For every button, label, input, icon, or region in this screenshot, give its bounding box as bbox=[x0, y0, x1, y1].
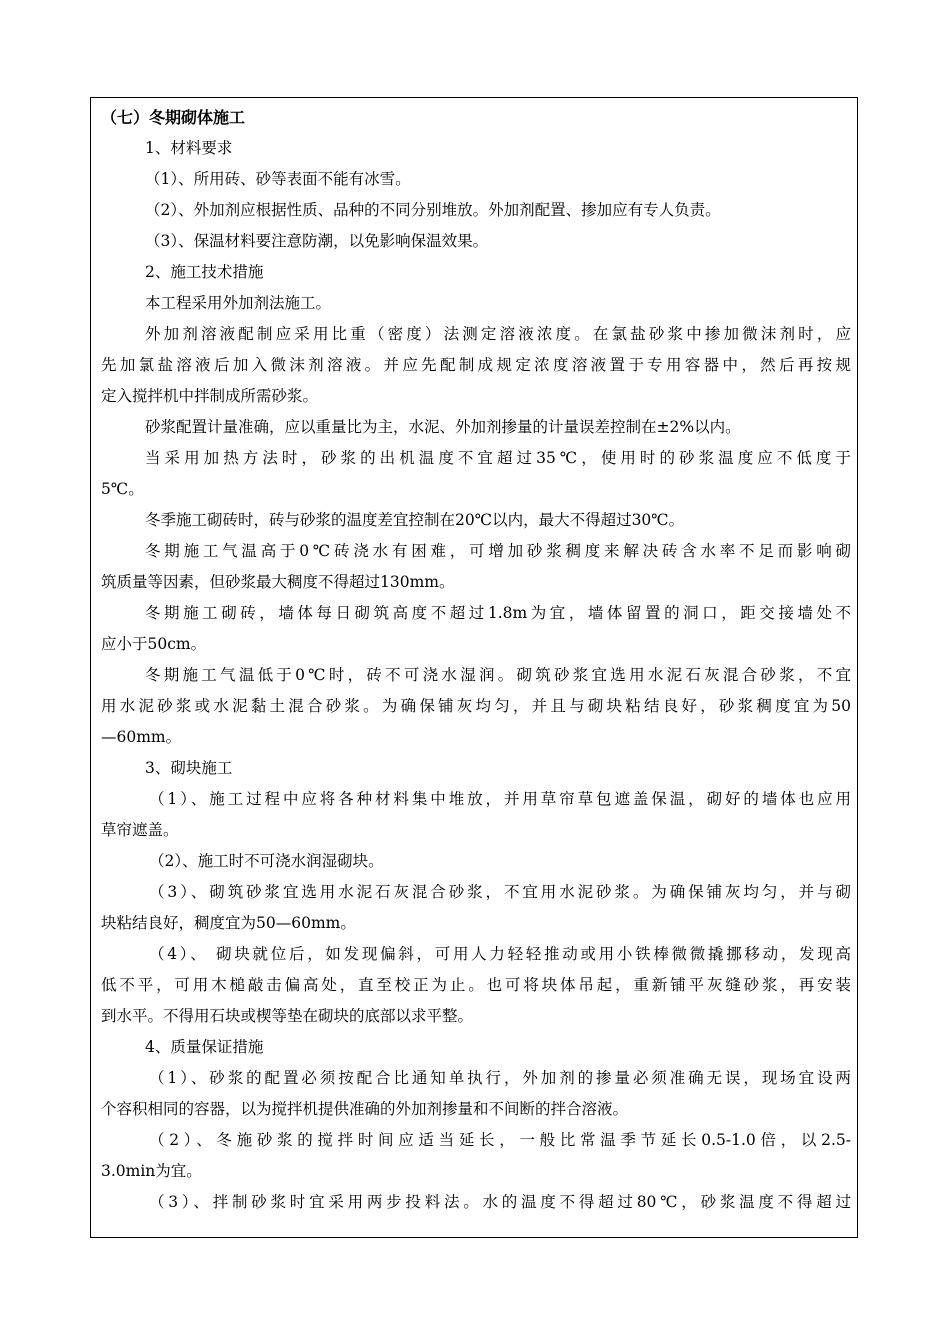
paragraph-line: 到水平。不得用石块或楔等垫在砌块的底部以求平整。 bbox=[101, 1007, 474, 1025]
subheading-technical-measures: 2、施工技术措施 bbox=[145, 263, 264, 281]
paragraph-line: （3）、拌制砂浆时宜采用两步投料法。水的温度不得超过80℃，砂浆温度不得超过 bbox=[149, 1193, 851, 1211]
paragraph-line: （4）、 砌块就位后，如发现偏斜，可用人力轻轻推动或用小铁棒微微撬挪移动，发现高 bbox=[149, 945, 851, 963]
paragraph-line: 草帘遮盖。 bbox=[101, 821, 179, 839]
subheading-material-requirements: 1、材料要求 bbox=[145, 139, 233, 157]
paragraph-line: （1）、施工过程中应将各种材料集中堆放，并用草帘草包遮盖保温，砌好的墙体也应用 bbox=[149, 790, 851, 808]
paragraph-line: 低不平，可用木槌敲击偏高处，直至校正为止。也可将块体吊起，重新铺平灰缝砂浆，再安装 bbox=[101, 976, 851, 994]
paragraph-line: 冬期施工气温高于0℃砖浇水有困难，可增加砂浆稠度来解决砖含水率不足而影响砌 bbox=[145, 542, 851, 560]
paragraph-line: （3）、砌筑砂浆宜选用水泥石灰混合砂浆，不宜用水泥砂浆。为确保铺灰均匀，并与砌 bbox=[149, 883, 851, 901]
paragraph-line: 个容积相同的容器，以为搅拌机提供准确的外加剂掺量和不间断的拌合溶液。 bbox=[101, 1100, 629, 1118]
paragraph-line: 冬期施工气温低于0℃时，砖不可浇水湿润。砌筑砂浆宜选用水泥石灰混合砂浆，不宜 bbox=[145, 666, 851, 684]
subheading-quality-assurance: 4、质量保证措施 bbox=[145, 1038, 264, 1056]
section-title: （七）冬期砌体施工 bbox=[101, 108, 246, 127]
document-body bbox=[101, 102, 851, 1218]
paragraph-line: （2）、冬施砂浆的搅拌时间应适当延长，一般比常温季节延长0.5-1.0倍，以2.5- bbox=[149, 1131, 851, 1149]
paragraph-line: 3.0min为宜。 bbox=[101, 1162, 202, 1180]
paragraph-line: 5℃。 bbox=[101, 480, 144, 498]
paragraph-line: 冬季施工砌砖时，砖与砂浆的温度差宜控制在20℃以内，最大不得超过30℃。 bbox=[145, 511, 685, 529]
document-frame bbox=[90, 97, 858, 1238]
paragraph-line: —60mm。 bbox=[101, 728, 182, 746]
paragraph-line: 块粘结良好，稠度宜为50—60mm。 bbox=[101, 914, 356, 932]
paragraph-line: 本工程采用外加剂法施工。 bbox=[145, 294, 332, 312]
paragraph-line: 外加剂溶液配制应采用比重（密度）法测定溶液浓度。在氯盐砂浆中掺加微沫剂时，应 bbox=[145, 325, 851, 343]
paragraph-line: 用水泥砂浆或水泥黏土混合砂浆。为确保铺灰均匀，并且与砌块粘结良好，砂浆稠度宜为50 bbox=[101, 697, 851, 715]
paragraph-line: 定入搅拌机中拌制成所需砂浆。 bbox=[101, 387, 319, 405]
paragraph-line: 冬期施工砌砖，墙体每日砌筑高度不超过1.8m为宜，墙体留置的洞口，距交接墙处不 bbox=[145, 604, 851, 622]
paragraph-line: （2）、外加剂应根据性质、品种的不同分别堆放。外加剂配置、掺加应有专人负责。 bbox=[145, 201, 721, 219]
subheading-block-construction: 3、砌块施工 bbox=[145, 759, 233, 777]
paragraph-line: （1）、砂浆的配置必须按配合比通知单执行，外加剂的掺量必须准确无误，现场宜设两 bbox=[149, 1069, 851, 1087]
paragraph-line: （3）、保温材料要注意防潮，以免影响保温效果。 bbox=[145, 232, 489, 250]
paragraph-line: 应小于50cm。 bbox=[101, 635, 207, 653]
paragraph-line: （1）、所用砖、砂等表面不能有冰雪。 bbox=[145, 170, 411, 188]
paragraph-line: 先加氯盐溶液后加入微沫剂溶液。并应先配制成规定浓度溶液置于专用容器中，然后再按规 bbox=[101, 356, 851, 374]
paragraph-line: 筑质量等因素，但砂浆最大稠度不得超过130mm。 bbox=[101, 573, 455, 591]
paragraph-line: （2）、施工时不可浇水润湿砌块。 bbox=[149, 852, 384, 870]
paragraph-line: 砂浆配置计量准确，应以重量比为主，水泥、外加剂掺量的计量误差控制在±2%以内。 bbox=[145, 418, 741, 436]
paragraph-line: 当采用加热方法时，砂浆的出机温度不宜超过35℃，使用时的砂浆温度应不低度于 bbox=[145, 449, 851, 467]
